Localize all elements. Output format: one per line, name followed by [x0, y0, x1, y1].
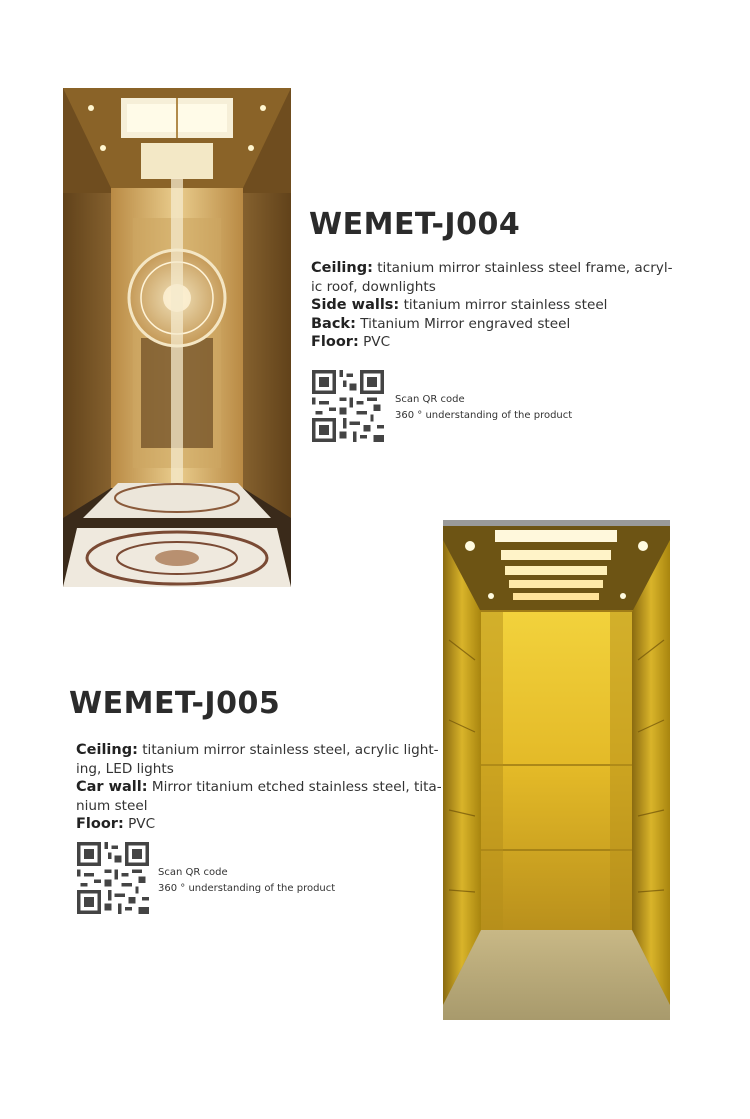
specs-j005 [76, 741, 442, 834]
spec-back: Back: Titanium Mirror engraved steel [311, 315, 571, 332]
product-title-j004: WEMET-J004 [309, 207, 521, 242]
qr-code-icon[interactable] [77, 842, 149, 914]
qr-code-icon[interactable] [312, 370, 384, 442]
spec-ceiling: Ceiling: titanium mirror stainless steel, acrylic light- [76, 742, 439, 758]
elevator-photo-j004 [63, 88, 291, 587]
product-title-j005: WEMET-J005 [69, 686, 281, 721]
spec-ceiling: Ceiling: titanium mirror stainless steel frame, acryl- [311, 260, 673, 276]
qr-caption-j005: Scan QR code 360 ° understanding of the product [158, 867, 336, 894]
elevator-photo-j005 [443, 520, 670, 1020]
spec-car-wall-cont: nium steel [76, 797, 148, 814]
spec-floor: Floor: PVC [311, 334, 391, 350]
spec-ceiling-cont: ing, LED lights [76, 760, 174, 777]
spec-ceiling-cont: ic roof, downlights [311, 278, 436, 295]
spec-car-wall: Car wall: Mirror titanium etched stainless steel, tita- [76, 779, 442, 795]
spec-side-walls: Side walls: titanium mirror stainless steel [311, 297, 608, 313]
spec-floor: Floor: PVC [76, 816, 156, 832]
specs-j004 [311, 259, 671, 352]
qr-caption-j004: Scan QR code 360 ° understanding of the product [395, 394, 573, 421]
